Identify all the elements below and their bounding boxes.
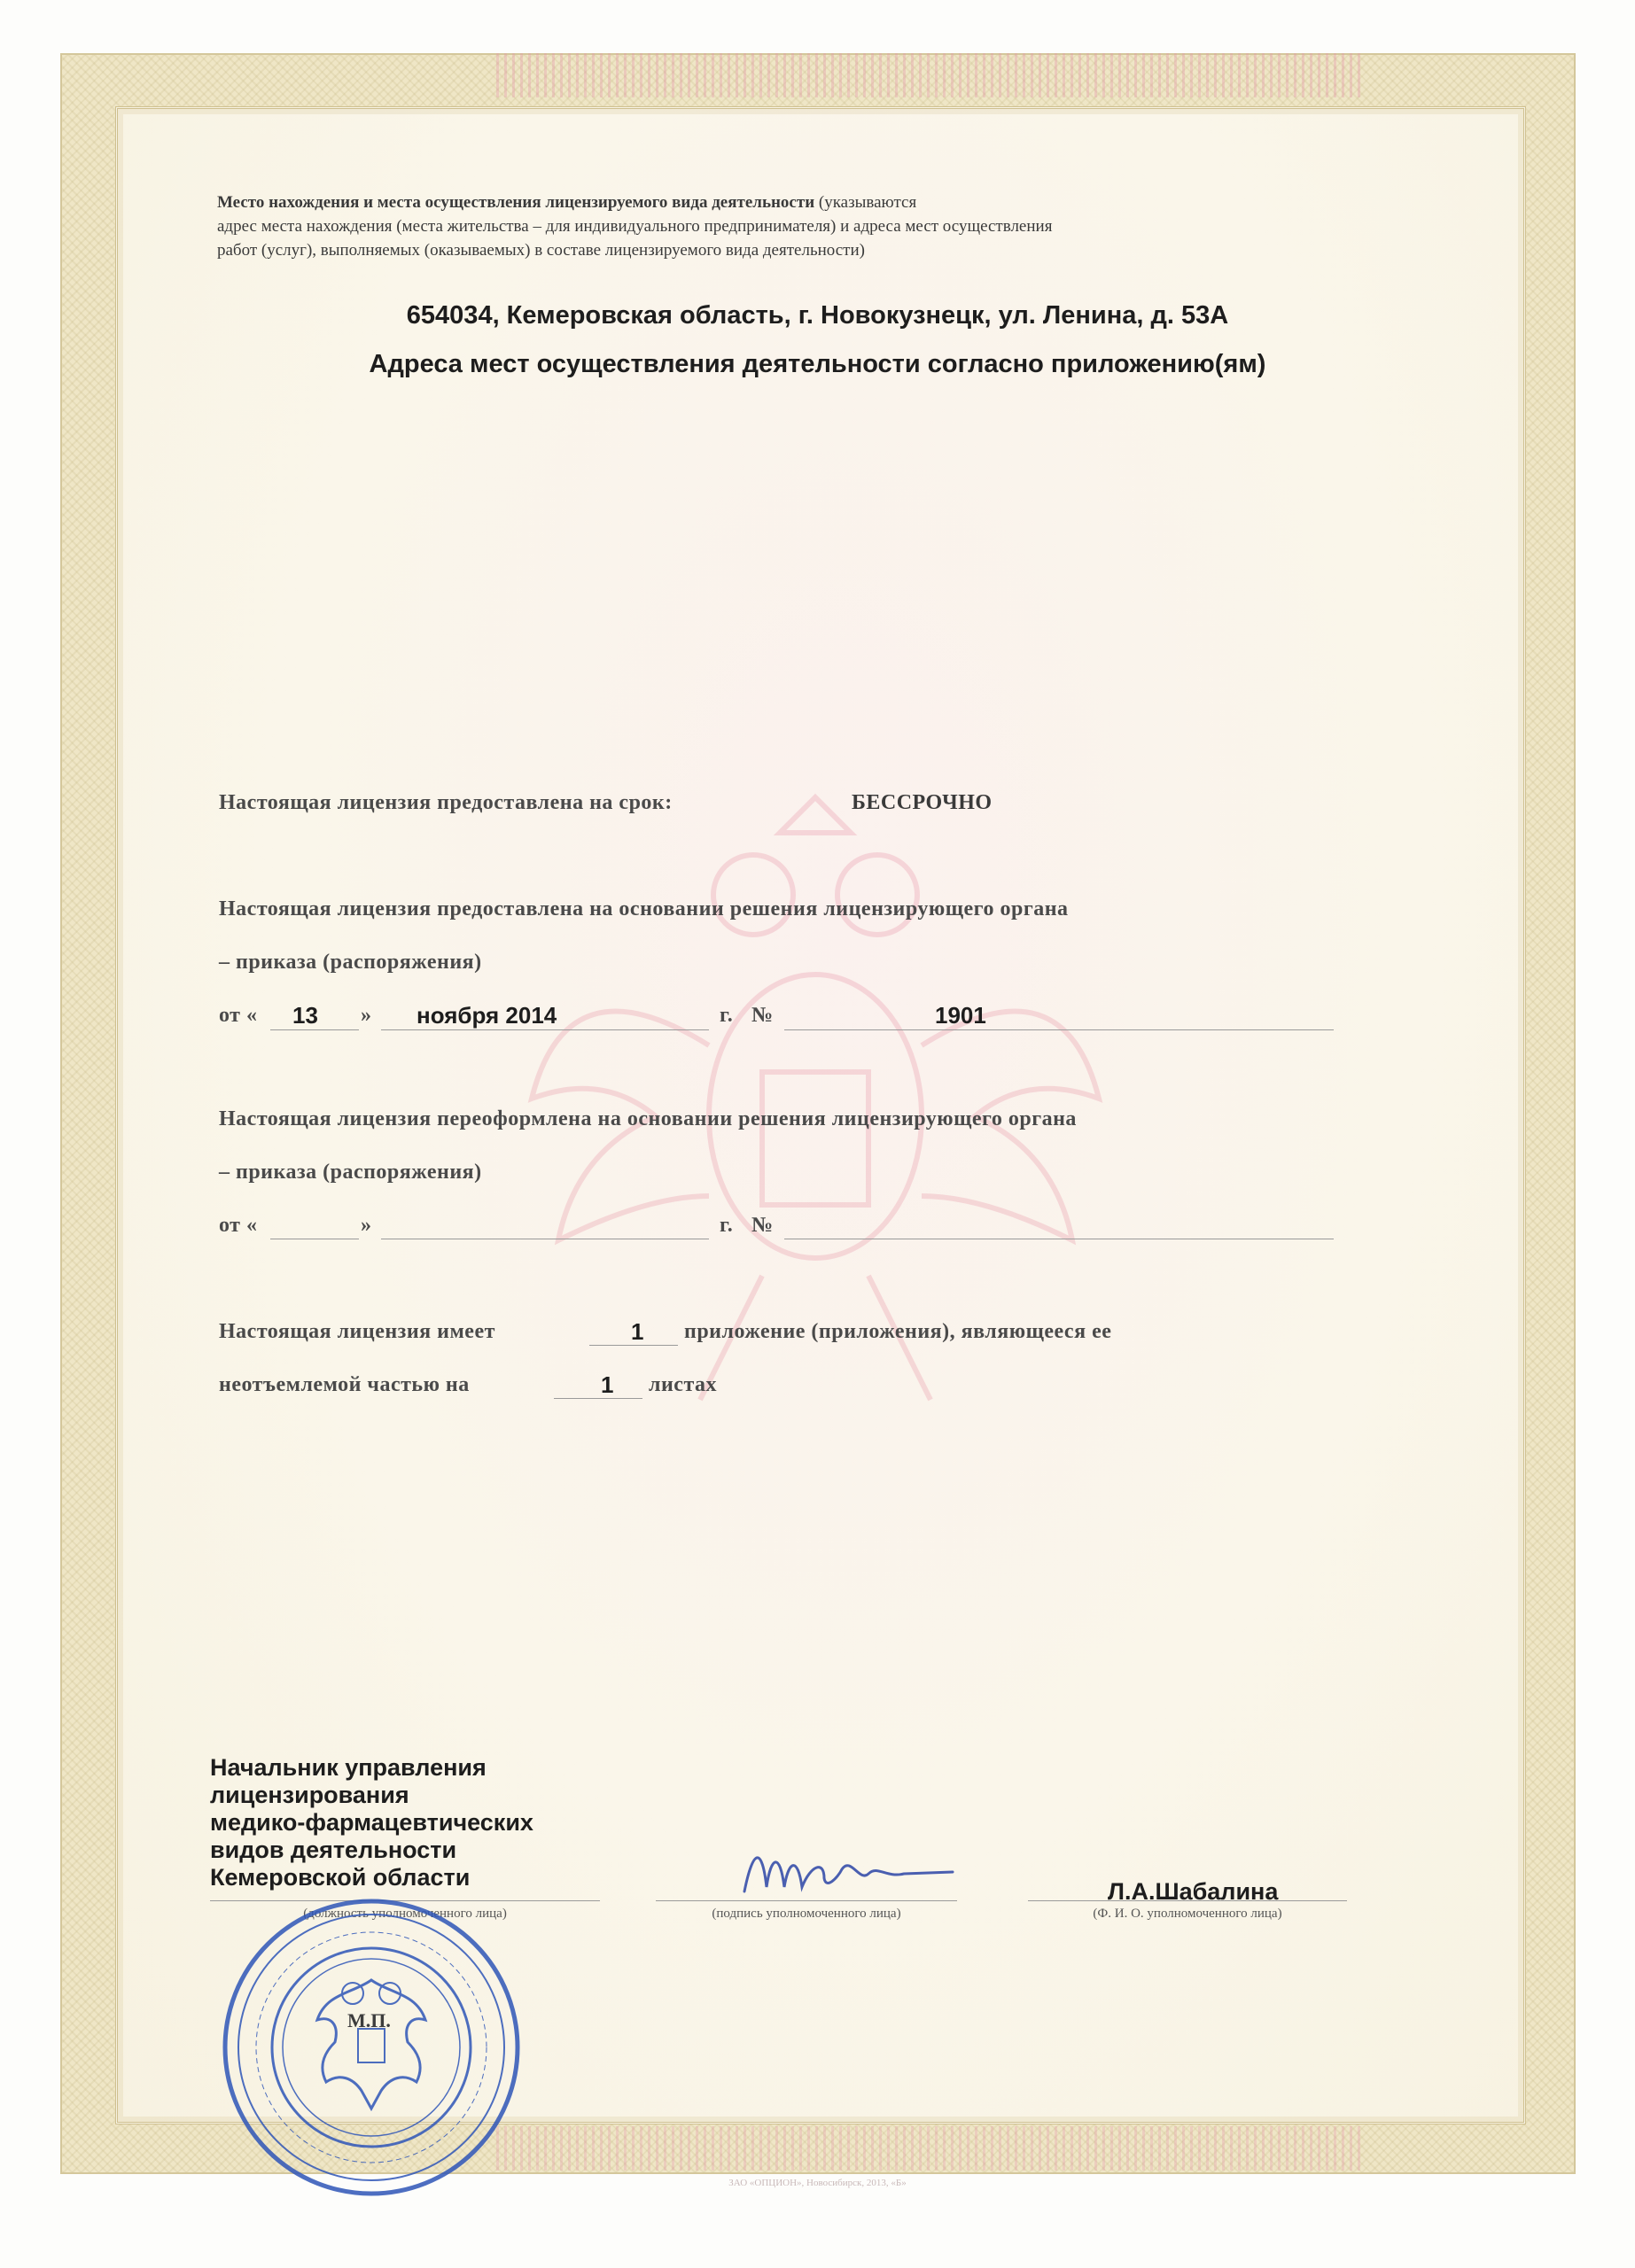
annex-count-underline	[589, 1345, 678, 1346]
signature-caption: (подпись уполномоченного лица)	[712, 1907, 901, 1921]
handwritten-signature	[727, 1838, 975, 1909]
granted-line2: – приказа (распоряжения)	[219, 951, 482, 974]
printer-imprint: ЗАО «ОПЦИОН», Новосибирск, 2013, «Б»	[728, 2178, 907, 2188]
location-heading-line3: работ (услуг), выполняемых (оказываемых) в составе лицензируемого вида деятельности)	[217, 241, 865, 260]
location-heading-note: (указываются	[818, 193, 917, 212]
location-heading-line2: адрес места нахождения (места жительства – для индивидуального предпринимателя) и адреса мест осуществления	[217, 217, 1053, 236]
granted-close-quote: »	[361, 1004, 372, 1027]
term-value: БЕССРОЧНО	[852, 791, 993, 814]
annex-sheets: 1	[601, 1371, 614, 1398]
official-seal-icon	[220, 1896, 523, 2199]
annex-sheets-underline	[554, 1398, 642, 1399]
reissued-from-label: от «	[219, 1214, 258, 1237]
address-annex-line: Адреса мест осуществления деятельности согласно приложению(ям)	[369, 350, 1266, 378]
top-ornament	[496, 53, 1365, 97]
name-caption: (Ф. И. О. уполномоченного лица)	[1093, 1907, 1282, 1921]
reissued-year-label: г.	[720, 1214, 734, 1237]
reissued-close-quote: »	[361, 1214, 372, 1237]
annex-text2: приложение (приложения), являющееся ее	[684, 1320, 1112, 1343]
position-caption: (должность уполномоченного лица)	[303, 1907, 507, 1921]
reissued-line1: Настоящая лицензия переоформлена на основании решения лицензирующего органа	[219, 1107, 1077, 1130]
signer-position	[210, 1754, 533, 1891]
granted-day-underline	[270, 1029, 359, 1030]
annex-text4: листах	[649, 1373, 718, 1396]
annex-count: 1	[631, 1318, 644, 1345]
reissued-line2: – приказа (распоряжения)	[219, 1161, 482, 1184]
seal-mp-label: М.П.	[347, 2009, 391, 2031]
signer-name: Л.А.Шабалина	[1108, 1878, 1279, 1905]
signature-underline	[656, 1900, 957, 1901]
name-underline	[1028, 1900, 1347, 1901]
granted-from-label: от «	[219, 1004, 258, 1027]
reissued-number-label: №	[751, 1214, 774, 1237]
term-label: Настоящая лицензия предоставлена на срок:	[219, 791, 673, 814]
bottom-ornament	[496, 2126, 1365, 2171]
annex-text1: Настоящая лицензия имеет	[219, 1320, 495, 1343]
granted-number-label: №	[751, 1004, 774, 1027]
granted-number: 1901	[935, 1002, 986, 1029]
address-line: 654034, Кемеровская область, г. Новокузнецк, ул. Ленина, д. 53А	[406, 301, 1229, 330]
signer-line4: видов деятельности	[210, 1837, 457, 1863]
signer-line5: Кемеровской области	[210, 1864, 471, 1891]
signer-line2: лицензирования	[210, 1782, 409, 1808]
location-heading	[217, 190, 1365, 262]
granted-number-underline	[784, 1029, 1334, 1030]
signer-line1: Начальник управления	[210, 1754, 487, 1781]
granted-line1: Настоящая лицензия предоставлена на основании решения лицензирующего органа	[219, 897, 1069, 920]
granted-day: 13	[292, 1002, 318, 1029]
granted-date-underline	[381, 1029, 709, 1030]
granted-year-label: г.	[720, 1004, 734, 1027]
annex-text3: неотъемлемой частью на	[219, 1373, 470, 1396]
location-heading-bold: Место нахождения и места осуществления лицензируемого вида деятельности	[217, 193, 815, 212]
signer-line3: медико-фармацевтических	[210, 1809, 533, 1836]
granted-month-year: ноября 2014	[417, 1002, 557, 1029]
